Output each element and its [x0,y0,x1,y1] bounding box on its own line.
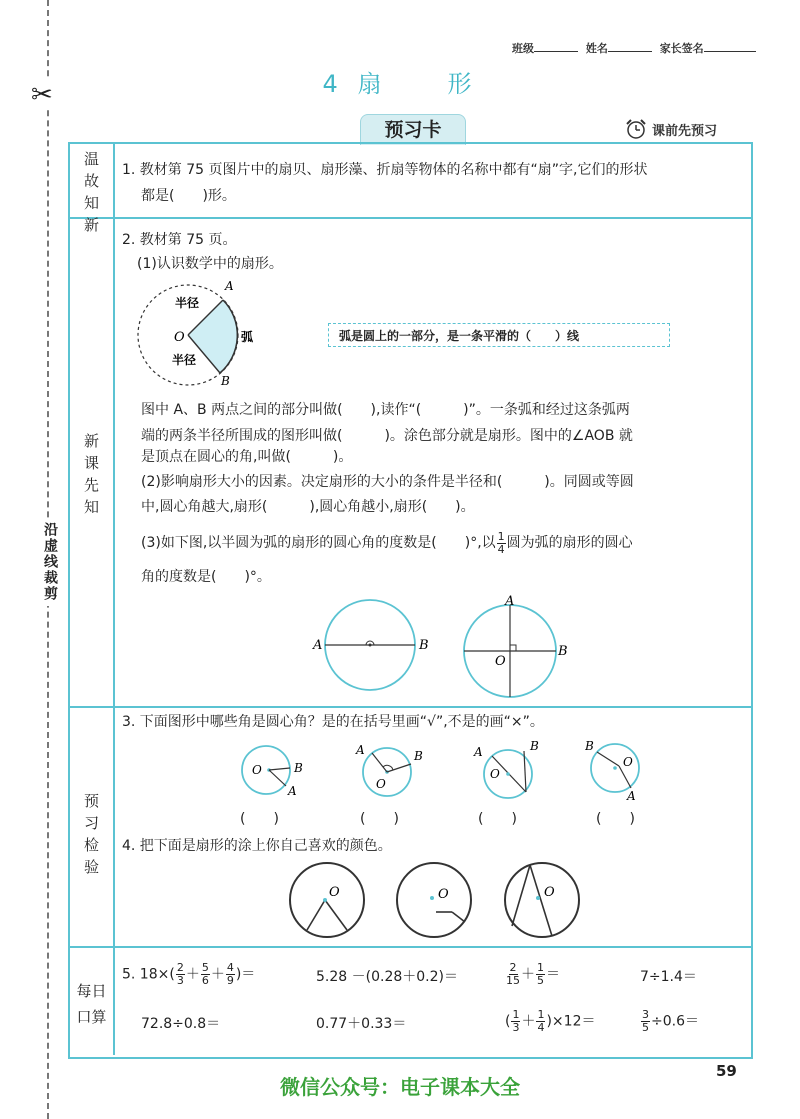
semicircle-angle-figure [305,593,445,703]
section-label-check: 预习检验 [83,792,99,876]
class-label: 班级 [512,42,534,55]
fig-right-a: A [505,594,515,609]
q3-f2-b: B [414,749,423,763]
parent-sign-label: 家长签名 [659,42,704,55]
q4-figure-3[interactable] [500,858,585,943]
q3-f3-o: O [490,767,500,781]
divider-1 [68,217,751,219]
q4-f3-o: O [544,885,555,900]
q2-p1-line2: 端的两条半径所围成的图形叫做( )。涂色部分就是扇形。图中的∠AOB 就 [141,428,633,444]
q3-figure-4 [585,738,665,802]
q1-line2: 都是( )形。 [141,188,236,204]
preview-label [624,118,717,140]
q5-expr-3: $\frac{2}{15}$ ＋ $\frac{1}{5}$ ＝ [506,961,560,987]
q3-answer-2[interactable]: ( ) [360,811,399,827]
q3-f4-a: A [627,789,636,802]
q1-line1: 1. 教材第 75 页图片中的扇贝、扇形藻、折扇等物体的名称中都有“扇”字,它们的形状 [122,162,648,178]
quarter-angle-figure [455,593,580,703]
scissors-icon: ✂ [31,80,53,110]
q2-p3-line2: 角的度数是( )°。 [141,569,271,585]
q3-f2-a: A [356,743,365,757]
page-number: 59 [716,1062,737,1080]
q3-answer-1[interactable]: ( ) [240,811,279,827]
q2-p2-line2: 中,圆心角越大,扇形( ),圆心角越小,扇形( )。 [141,499,475,515]
q4-text: 4. 把下面是扇形的涂上你自己喜欢的颜色。 [122,838,392,854]
fig-right-o: O [495,654,506,669]
q4-f2-o: O [438,887,449,902]
q5-expr-5: 72.8÷0.8＝ [141,1016,221,1032]
q2-p3-line1: (3)如下图,以半圆为弧的扇形的圆心角的度数是( )°,以 $\frac{1}{4}$ 圆为弧的扇形的圆心 [141,529,633,556]
center-o-label: O [174,330,185,345]
q4-figure-1[interactable] [285,858,370,943]
radius-top-label: 半径 [175,296,200,310]
alarm-clock-icon [624,118,648,140]
class-blank[interactable] [534,51,578,52]
q3-f4-o: O [623,755,633,769]
card-tag: 预习卡 [360,114,466,145]
q3-text: 3. 下面图形中哪些角是圆心角？是的在括号里画“√”,不是的画“×”。 [122,714,544,730]
q5-expr-2: 5.28 －(0.28＋0.2)＝ [316,969,458,985]
q3-figure-3 [470,738,550,802]
q3-answer-3[interactable]: ( ) [478,811,517,827]
wechat-watermark: 微信公众号：电子课本大全 [280,1075,520,1099]
q2-part1-title: (1)认识数学中的扇形。 [137,256,283,272]
q3-f1-o: O [252,763,262,777]
q3-f2-o: O [376,777,386,791]
preview-text: 课前先预习 [652,123,718,139]
parent-sign-blank[interactable] [704,51,756,52]
q4-f1-o: O [329,885,340,900]
section-label-new-lesson: 新课先知 [83,432,99,516]
q3-figure-1 [236,740,316,800]
fig-right-b: B [558,644,568,659]
q2-intro: 2. 教材第 75 页。 [122,232,237,248]
q5-expr-1: 5. 18×( $\frac{2}{3}$ ＋ $\frac{5}{6}$ ＋ $\frac{4}{9}$ )＝ [122,961,256,987]
fig-left-b: B [419,638,429,653]
q5-expr-4: 7÷1.4＝ [640,969,697,985]
point-a-label: A [225,279,234,293]
q5-expr-6: 0.77＋0.33＝ [316,1016,407,1032]
q3-f3-a: A [474,745,483,759]
name-blank[interactable] [608,51,652,52]
q3-f3-b: B [530,739,539,753]
q4-figure-2[interactable] [392,858,477,943]
arc-note-box: 弧是圆上的一部分，是一条平滑的（ ）线 [328,323,670,347]
q3-answer-4[interactable]: ( ) [596,811,635,827]
section-label-mental: 每日口算 [76,982,107,1026]
cut-label: 沿虚线裁剪 [33,518,61,606]
section-label-review: 温故知新 [83,150,99,234]
q3-f1-a: A [288,784,297,798]
name-label: 姓名 [585,42,608,55]
q3-f4-b: B [585,739,594,753]
divider-3 [68,946,751,948]
q3-f1-b: B [294,761,303,775]
q5-expr-7: ( $\frac{1}{3}$ ＋ $\frac{1}{4}$ )×12＝ [505,1008,596,1034]
point-b-label: B [221,374,230,388]
q5-expr-8: $\frac{3}{5}$ ÷0.6＝ [642,1008,699,1034]
q2-p2-line1: (2)影响扇形大小的因素。决定扇形的大小的条件是半径和( )。同圆或等圆 [141,474,634,490]
q2-p1-line3: 是顶点在圆心的角,叫做( )。 [141,449,353,465]
radius-bottom-label: 半径 [172,353,197,367]
q3-figure-2 [352,740,432,800]
lesson-title: 4 扇 形 [322,70,478,98]
student-info [512,40,760,56]
sector-diagram [130,278,270,390]
q2-p1-line1: 图中 A、B 两点之间的部分叫做( ),读作“( )”。一条弧和经过这条弧两 [141,402,630,418]
arc-label: 弧 [241,330,254,344]
label-column-divider [113,142,115,1055]
quarter-fraction: $\frac{1}{4}$ [497,529,505,556]
fig-left-a: A [313,638,323,653]
